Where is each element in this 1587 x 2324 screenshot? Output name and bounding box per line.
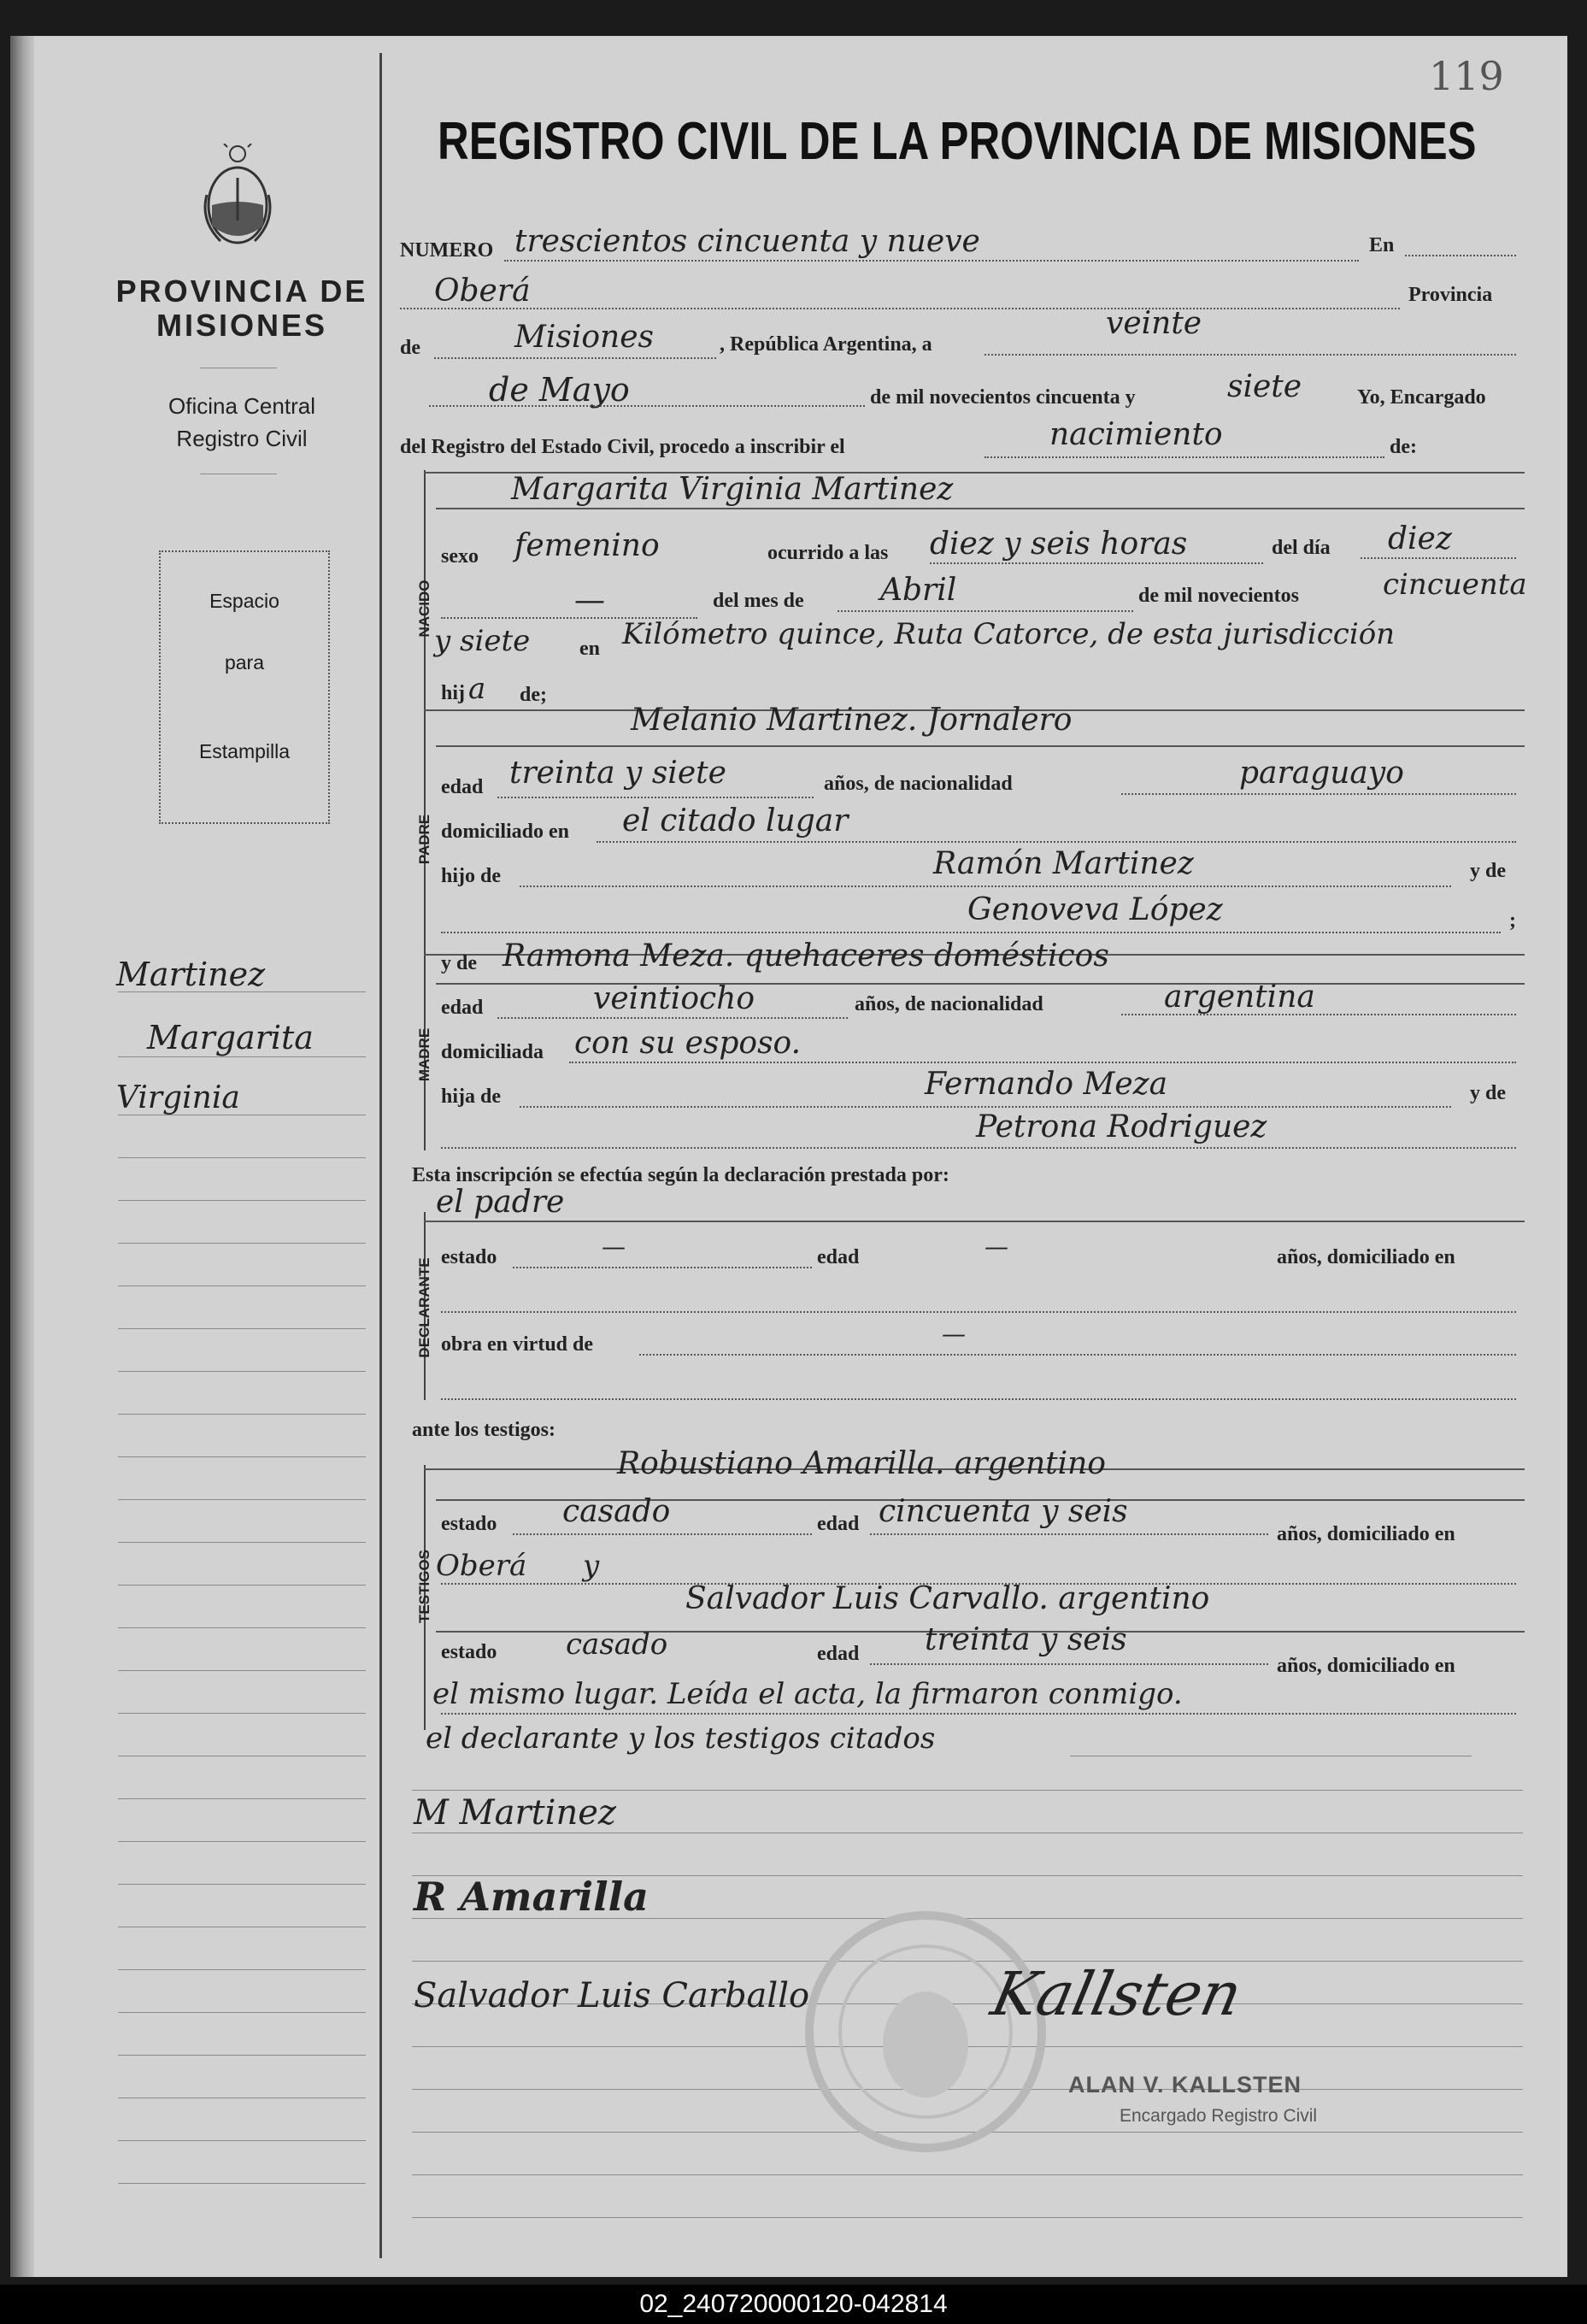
province-heading-2: MISIONES [156, 308, 328, 343]
edad-label: edad [441, 997, 484, 1019]
domiciliada-label: domiciliada [441, 1041, 544, 1063]
dia-value: diez [1388, 521, 1452, 556]
testigo-1-domicilio: Oberá [436, 1549, 527, 1583]
declaracion-intro: Esta inscripción se efectúa según la declaración prestada por: [412, 1164, 949, 1186]
anio-value: cincuenta [1383, 568, 1527, 602]
sexo-label: sexo [441, 545, 479, 568]
declarante-value: el padre [436, 1185, 565, 1220]
official-seal-icon [802, 1908, 1049, 2160]
provincia-label: Provincia [1408, 284, 1493, 306]
y-conjunction: y [583, 1549, 600, 1583]
padre-nombre: Melanio Martinez. Jornalero [631, 703, 1073, 738]
anios-domiciliado-label: años, domiciliado en [1277, 1523, 1455, 1545]
testigo-1-estado: casado [562, 1494, 671, 1529]
abuela-paterna: Genoveva López [967, 892, 1223, 927]
hija-de-label: hija de [441, 1086, 502, 1108]
numero-value: trescientos cincuenta y nueve [514, 224, 980, 259]
madre-edad: veintiocho [593, 981, 755, 1016]
padre-edad: treinta y siete [509, 756, 726, 791]
testigo-1-nombre: Robustiano Amarilla. argentino [617, 1446, 1106, 1481]
acto-value: nacimiento [1049, 417, 1223, 452]
y-de-label: y de [441, 952, 477, 974]
office-label-2: Registro Civil [176, 426, 308, 451]
stamp-label: Estampilla [198, 740, 291, 762]
edad-label: edad [817, 1643, 860, 1665]
de-colon-label: de: [1390, 436, 1417, 458]
de-label: de [400, 337, 420, 359]
provincia-value: Misiones [514, 320, 655, 355]
section-label-madre: MADRE [416, 1027, 432, 1082]
firma-encargado: Kallsten [985, 1959, 1249, 2029]
testigo-2-edad: treinta y seis [925, 1622, 1127, 1657]
testigos-intro: ante los testigos: [412, 1419, 555, 1441]
stamp-box [159, 550, 330, 824]
cierre-texto: el declarante y los testigos citados [426, 1721, 936, 1756]
semicolon: ; [1509, 909, 1516, 932]
nacido-nombre: Margarita Virginia Martinez [511, 472, 954, 507]
abuelo-materno: Fernando Meza [925, 1067, 1168, 1102]
section-label-testigos: TESTIGOS [416, 1550, 432, 1623]
mes-value: de Mayo [489, 371, 630, 409]
yo-encargado-label: Yo, Encargado [1357, 386, 1486, 409]
testigo-2-domicilio: el mismo lugar. Leída el acta, la firmaron conmigo. [432, 1677, 1183, 1711]
anio-value: siete [1227, 369, 1302, 404]
abuela-materna: Petrona Rodriguez [976, 1109, 1267, 1144]
abuelo-paterno: Ramón Martinez [933, 846, 1194, 881]
page-title: REGISTRO CIVIL DE LA PROVINCIA DE MISIONES [438, 112, 1477, 171]
book-binding [10, 36, 34, 2277]
edad-label: edad [817, 1246, 860, 1268]
document-page [10, 36, 1567, 2277]
anios-nacionalidad-label: años, de nacionalidad [855, 993, 1043, 1015]
firma-testigo-2: Salvador Luis Carballo [414, 1976, 810, 2015]
republica-label: , República Argentina, a [720, 333, 932, 356]
anios-nacionalidad-label: años, de nacionalidad [824, 773, 1013, 795]
estado-label: estado [441, 1246, 497, 1268]
margin-surname: Martinez [116, 956, 266, 993]
hija-value: a [468, 672, 486, 706]
testigo-1-edad: cincuenta y seis [879, 1494, 1128, 1529]
lugar-value: Oberá [434, 274, 531, 309]
mes-label: del mes de [713, 590, 804, 612]
madre-nacionalidad: argentina [1164, 980, 1315, 1015]
y-de-label: y de [1470, 1082, 1506, 1104]
section-label-nacido: NACIDO [416, 580, 432, 638]
madre-nombre: Ramona Meza. quehaceres domésticos [503, 938, 1109, 974]
testigo-2-estado: casado [566, 1627, 668, 1662]
encargado-cargo: Encargado Registro Civil [1120, 2106, 1318, 2126]
hora-value: diez y seis horas [930, 527, 1188, 562]
sexo-value: femenino [514, 528, 660, 563]
dia-value: veinte [1106, 306, 1202, 341]
en-label: En [1369, 234, 1395, 256]
declarante-edad: — [985, 1233, 1008, 1261]
margin-rule [379, 53, 382, 2258]
hijo-de-label: hijo de [441, 865, 502, 887]
registro-label: del Registro del Estado Civil, procedo a inscribir el [400, 436, 845, 458]
obra-label: obra en virtud de [441, 1333, 594, 1356]
y-de-label: y de [1470, 860, 1506, 882]
anio-value-2: y siete [434, 624, 531, 658]
mil-novecientos-label: de mil novecientos [1138, 585, 1299, 607]
anios-domiciliado-label: años, domiciliado en [1277, 1655, 1455, 1677]
madre-domicilio: con su esposo. [574, 1026, 802, 1061]
declarante-estado: — [602, 1233, 626, 1261]
section-label-padre: PADRE [416, 814, 432, 865]
encargado-nombre: ALAN V. KALLSTEN [1068, 2072, 1302, 2097]
stamp-label: para [224, 651, 265, 674]
stamp-label: Espacio [209, 590, 279, 612]
firma-declarante: M Martinez [414, 1793, 616, 1833]
numero-label: NUMERO [400, 239, 494, 262]
de-label: de; [520, 684, 547, 706]
obra-value: — [942, 1320, 966, 1348]
en-label: en [579, 638, 600, 660]
testigo-2-nombre: Salvador Luis Carvallo. argentino [685, 1581, 1210, 1616]
margin-name-2: Virginia [116, 1080, 240, 1115]
ocurrido-label: ocurrido a las [767, 542, 889, 564]
mes-value: Abril [880, 573, 957, 608]
del-dia-label: del día [1272, 537, 1331, 559]
estado-label: estado [441, 1641, 497, 1663]
province-heading: PROVINCIA DE [115, 274, 368, 309]
domicilio-label: domiciliado en [441, 821, 570, 843]
section-label-declarante: DECLARANTE [416, 1257, 432, 1358]
mil-label: de mil novecientos cincuenta y [870, 386, 1136, 409]
firma-testigo-1: R Amarilla [414, 1874, 649, 1920]
edad-label: edad [817, 1513, 860, 1535]
lugar-nacimiento: Kilómetro quince, Ruta Catorce, de esta jurisdicción [622, 617, 1396, 651]
page-number: 119 [1429, 53, 1504, 99]
padre-domicilio: el citado lugar [622, 803, 849, 838]
dia-dash: — [574, 583, 605, 618]
estado-label: estado [441, 1513, 497, 1535]
office-label: Oficina Central [168, 393, 315, 419]
anios-domiciliado-label: años, domiciliado en [1277, 1246, 1455, 1268]
footer-id: 02_240720000120-042814 [0, 2285, 1587, 2324]
edad-label: edad [441, 776, 484, 798]
hija-label: hij [441, 682, 466, 704]
coat-of-arms-icon [195, 144, 280, 254]
padre-nacionalidad: paraguayo [1239, 756, 1404, 791]
margin-name: Margarita [147, 1019, 314, 1056]
